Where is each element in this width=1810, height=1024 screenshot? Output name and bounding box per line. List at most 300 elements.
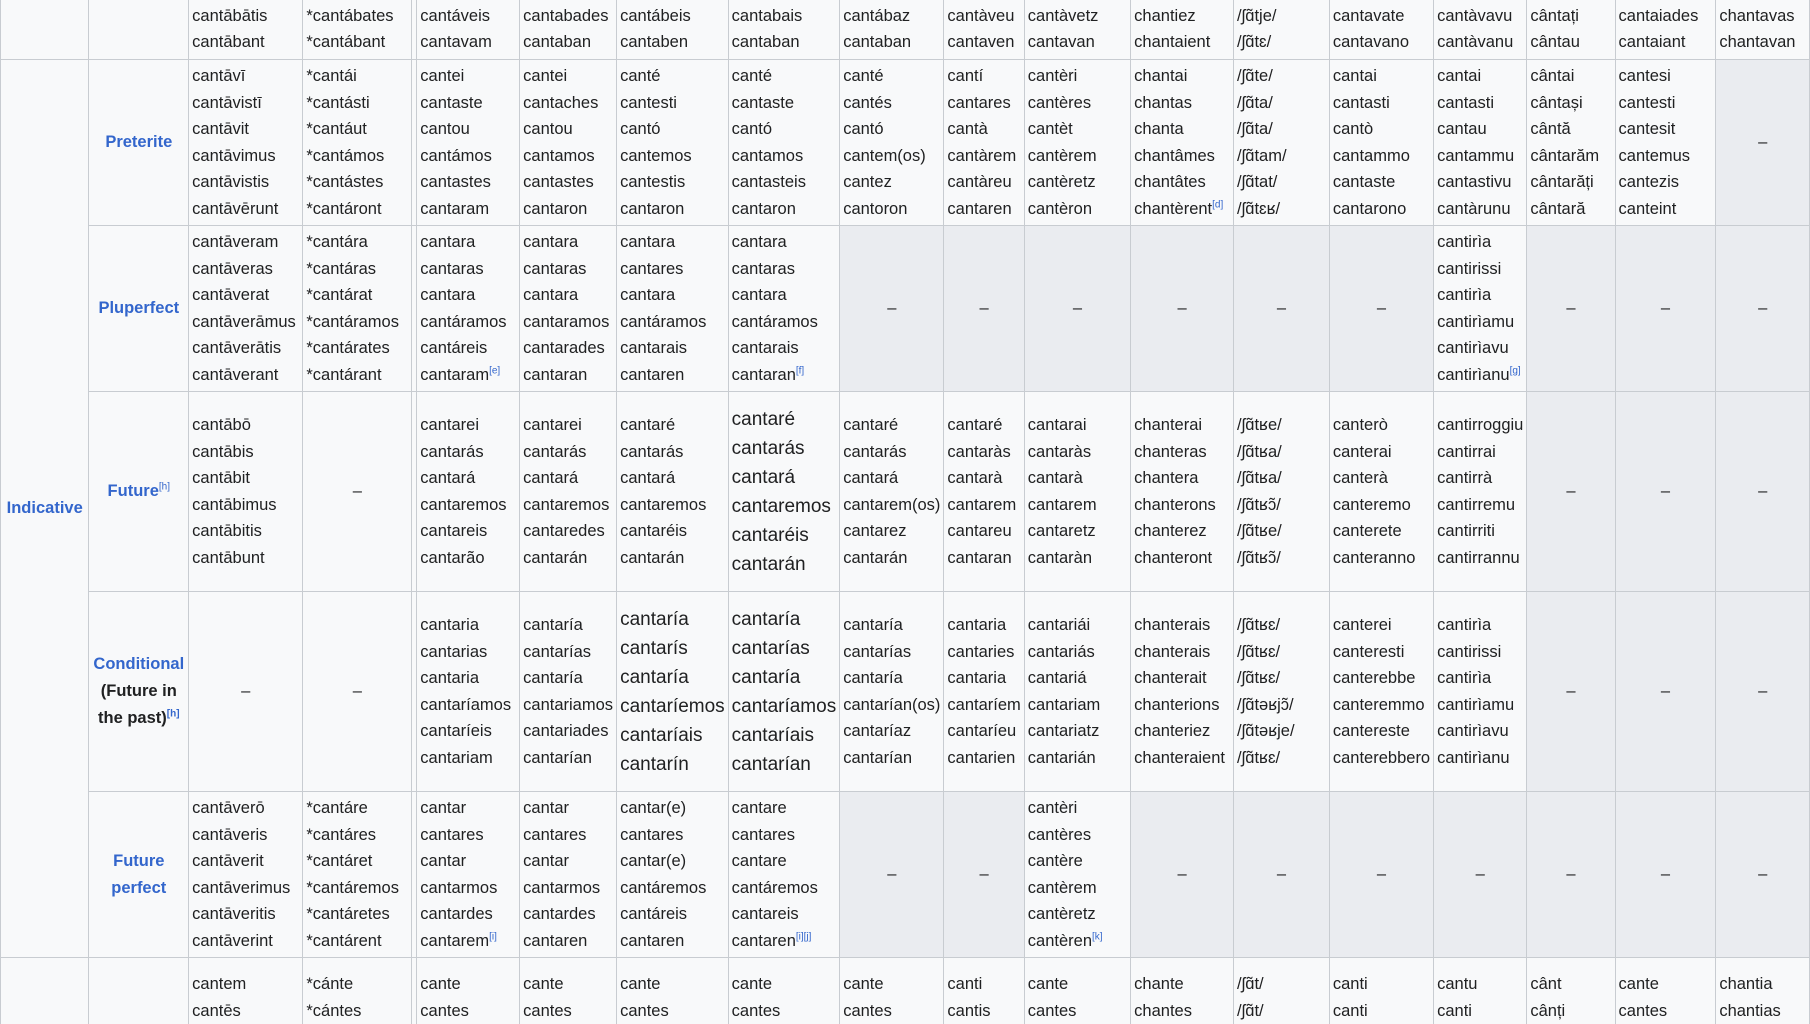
conjugation-cell xyxy=(1131,958,1234,1024)
verb-form: cântarăți xyxy=(1530,173,1594,191)
verb-form: cantirìamu xyxy=(1437,312,1515,331)
verb-form: cantáramos xyxy=(620,312,707,331)
verb-form: cantāvimus xyxy=(192,146,276,165)
verb-form: cantí xyxy=(947,67,984,85)
verb-form: cantaremos xyxy=(420,495,507,514)
verb-form: cantez xyxy=(843,173,892,191)
tense-preterite[interactable] xyxy=(89,60,189,226)
verb-form: chantâtes xyxy=(1134,173,1206,191)
conjugation-cell-empty xyxy=(1131,792,1234,958)
verb-form: cantèretz xyxy=(1027,173,1096,191)
verb-form: *cantáramos xyxy=(306,312,399,331)
conjugation-row-pluperfect xyxy=(1,226,1810,392)
conjugation-cell xyxy=(189,958,303,1024)
verb-form: cantarás xyxy=(843,442,907,461)
verb-form: cantes xyxy=(620,1001,669,1020)
verb-form: cantèrem xyxy=(1027,878,1097,897)
verb-form: cantarán xyxy=(843,548,908,567)
verb-form: canterai xyxy=(1332,442,1392,461)
conjugation-cell xyxy=(520,60,617,226)
tense-link-conditional[interactable]: Conditional xyxy=(93,655,185,674)
verb-form: cantes xyxy=(843,1001,892,1020)
conjugation-cell xyxy=(189,226,303,392)
verb-form: cantaron xyxy=(731,199,796,218)
conjugation-cell xyxy=(617,0,729,60)
verb-form: cantaràs xyxy=(947,442,1011,461)
verb-form: cantirriti xyxy=(1437,522,1495,540)
verb-form: cantarías xyxy=(843,642,912,661)
conjugation-cell-empty xyxy=(840,226,944,392)
verb-form: canterò xyxy=(1332,416,1388,434)
verb-form: cantariá xyxy=(1027,669,1087,687)
verb-form: cantei xyxy=(420,67,465,85)
conjugation-cell-empty xyxy=(1716,226,1810,392)
footnote-ref[interactable]: [k] xyxy=(1092,931,1103,942)
verb-form: cantarà xyxy=(1027,469,1083,487)
verb-form: cantar xyxy=(420,852,467,870)
verb-form: chantera xyxy=(1134,469,1199,487)
conjugation-cell-empty xyxy=(1329,792,1433,958)
conjugation-cell xyxy=(1615,958,1716,1024)
verb-form: cantaríemos xyxy=(620,695,725,717)
conjugation-cell xyxy=(1024,958,1130,1024)
dash: – xyxy=(352,682,362,701)
mood-cell-top xyxy=(1,0,89,60)
tense-pluperfect[interactable] xyxy=(89,226,189,392)
mood-indicative-link[interactable]: Indicative xyxy=(6,499,83,518)
verb-form: cantaria xyxy=(947,616,1007,634)
verb-form: cantaríaz xyxy=(843,722,912,740)
conjugation-cell-empty xyxy=(303,592,412,792)
verb-form: chantavan xyxy=(1719,33,1796,51)
conjugation-cell-empty xyxy=(1527,392,1615,592)
dash: – xyxy=(887,299,897,318)
conjugation-cell xyxy=(840,958,944,1024)
conjugation-cell xyxy=(840,60,944,226)
conjugation-cell xyxy=(617,60,729,226)
dash: – xyxy=(1660,299,1670,318)
verb-form: cantaría xyxy=(731,666,801,688)
conjugation-cell xyxy=(1329,0,1433,60)
conjugation-cell xyxy=(1527,60,1615,226)
dash: – xyxy=(241,682,251,701)
tense-imperfect-tail xyxy=(89,0,189,60)
verb-form: cantaréis xyxy=(731,524,809,546)
verb-form: cantará xyxy=(843,469,899,487)
verb-form: cantariamos xyxy=(523,695,614,714)
verb-form: cantai xyxy=(1332,67,1377,85)
conjugation-cell-empty xyxy=(189,592,303,792)
conjugation-cell xyxy=(1131,60,1234,226)
verb-form: cantaré xyxy=(843,416,899,434)
verb-form: cantò xyxy=(1332,120,1374,138)
verb-form: /ʃɑ̃ta/ xyxy=(1237,120,1273,138)
verb-form: cantesi xyxy=(1618,67,1671,85)
verb-form: cantaría xyxy=(843,616,903,634)
verb-form: chanterions xyxy=(1134,695,1220,714)
verb-form: cantaríamos xyxy=(420,695,512,714)
dash: – xyxy=(1758,133,1768,152)
verb-form: cantāvistī xyxy=(192,93,262,112)
tense-link-future[interactable]: Future xyxy=(107,482,159,501)
verb-form: /ʃɑ̃tʁe/ xyxy=(1237,416,1282,434)
verb-form: cantemus xyxy=(1618,146,1691,165)
conjugation-cell xyxy=(1615,60,1716,226)
verb-form: cantèretz xyxy=(1027,905,1096,923)
verb-form: cantares xyxy=(420,825,484,844)
verb-form: /ʃɑ̃tat/ xyxy=(1237,173,1278,191)
verb-form: cantaren xyxy=(947,199,1012,218)
verb-form: cante xyxy=(1618,975,1659,993)
verb-form: canterete xyxy=(1332,522,1402,540)
verb-form: /ʃɑ̃təʁje/ xyxy=(1237,722,1295,740)
verb-form: cantaran xyxy=(523,365,588,384)
verb-form: cantaría xyxy=(523,669,583,687)
conjugation-cell xyxy=(728,792,840,958)
verb-form: canteresti xyxy=(1332,642,1405,661)
verb-form: cantābunt xyxy=(192,548,265,567)
verb-form: cantirissi xyxy=(1437,642,1502,661)
conjugation-cell xyxy=(728,226,840,392)
verb-form: cantarem(os) xyxy=(843,495,941,514)
verb-form: cantavam xyxy=(420,33,492,51)
verb-form: cantarán xyxy=(523,548,588,567)
conjugation-cell-empty xyxy=(1716,392,1810,592)
verb-form: cantirìavu xyxy=(1437,722,1509,740)
mood-indicative[interactable] xyxy=(1,60,89,958)
verb-form: *cantástes xyxy=(306,173,384,191)
verb-form: cantarían xyxy=(843,748,912,767)
verb-form: cante xyxy=(420,975,461,993)
dash: – xyxy=(1758,299,1768,318)
verb-form: chanterez xyxy=(1134,522,1207,540)
conjugation-cell xyxy=(728,392,840,592)
conjugation-cell xyxy=(417,392,520,592)
conjugation-cell xyxy=(417,226,520,392)
verb-form: cantariatz xyxy=(1027,722,1100,740)
verb-form: cantābitis xyxy=(192,522,262,540)
footnote-ref[interactable]: [i] xyxy=(489,931,497,942)
verb-form: chanterait xyxy=(1134,669,1207,687)
verb-form: canti xyxy=(1332,1001,1368,1020)
verb-form: cantarem xyxy=(1027,495,1097,514)
conjugation-cell-empty xyxy=(1024,226,1130,392)
verb-form: cantaches xyxy=(523,93,599,112)
verb-form: cantarín xyxy=(620,753,689,775)
verb-form: cantarís xyxy=(620,637,688,659)
verb-form: *cantábant xyxy=(306,33,386,51)
verb-form: cantaría xyxy=(523,616,583,634)
verb-form: /ʃɑ̃t/ xyxy=(1237,975,1264,993)
verb-form: cantesti xyxy=(1618,93,1676,112)
verb-form: cantères xyxy=(1027,825,1092,844)
verb-form: cantirrannu xyxy=(1437,548,1520,567)
verb-form: cantāvit xyxy=(192,120,250,138)
conjugation-cell-empty xyxy=(1615,792,1716,958)
conjugation-cell xyxy=(1434,0,1527,60)
verb-form: cantāverat xyxy=(192,286,270,304)
conjugation-cell xyxy=(944,60,1024,226)
tense-link-future-perfect[interactable]: Future perfect xyxy=(111,851,167,897)
verb-form: cantes xyxy=(731,1001,781,1020)
verb-form: cantarais xyxy=(620,339,688,357)
footnote-ref[interactable]: [f] xyxy=(795,365,805,376)
tense-link-preterite[interactable]: Preterite xyxy=(105,133,173,152)
verb-form: cantasteis xyxy=(731,173,806,191)
verb-form: *cantárates xyxy=(306,339,390,357)
conjugation-cell xyxy=(1329,958,1433,1024)
verb-form: cantastes xyxy=(523,173,594,191)
verb-form: cantara xyxy=(523,233,579,251)
verb-form: cantabais xyxy=(731,6,803,25)
verb-form: /ʃɑ̃tʁa/ xyxy=(1237,469,1282,487)
verb-form: chantas xyxy=(1134,93,1192,112)
conjugation-cell xyxy=(1234,60,1330,226)
verb-form: cantar xyxy=(523,799,569,817)
conjugation-cell xyxy=(520,226,617,392)
conjugation-cell xyxy=(1329,592,1433,792)
conjugation-cell xyxy=(728,60,840,226)
dash: – xyxy=(352,482,362,501)
tense-future[interactable] xyxy=(89,392,189,592)
verb-form: chantes xyxy=(1134,1001,1192,1020)
footnote-ref[interactable]: [d] xyxy=(1212,199,1224,210)
footnote-ref[interactable]: [i][j] xyxy=(795,931,812,942)
verb-form: cantaren xyxy=(620,365,685,384)
verb-form: chanterais xyxy=(1134,642,1211,661)
verb-form: cantarei xyxy=(523,416,582,434)
conjugation-cell xyxy=(617,392,729,592)
verb-form: chanterais xyxy=(1134,616,1211,634)
verb-form: cantirìa xyxy=(1437,669,1492,687)
verb-form: cantères xyxy=(1027,93,1092,112)
verb-form: canterà xyxy=(1332,469,1388,487)
verb-form: cantaramos xyxy=(523,312,610,331)
verb-form: cantèri xyxy=(1027,67,1078,85)
footnote-ref[interactable]: [h] xyxy=(158,481,171,493)
verb-form: cantābātis xyxy=(192,6,268,25)
footnote-ref[interactable]: [e] xyxy=(489,365,501,376)
verb-form: cantaremos xyxy=(523,495,610,514)
verb-form: cantáveis xyxy=(420,6,491,25)
dash: – xyxy=(1177,865,1187,884)
conjugation-cell-empty xyxy=(1615,392,1716,592)
verb-form: cantariam xyxy=(420,748,493,767)
verb-form: cantaríais xyxy=(620,724,703,746)
verb-form: cantará xyxy=(620,469,676,487)
verb-form: cantaré xyxy=(947,416,1003,434)
verb-form: chanterons xyxy=(1134,495,1216,514)
verb-form: cantarien xyxy=(947,748,1016,767)
verb-form: cante xyxy=(620,975,661,993)
verb-form: cantó xyxy=(843,120,884,138)
verb-form: /ʃɑ̃tam/ xyxy=(1237,146,1287,165)
verb-form: cantemos xyxy=(620,146,692,165)
conjugation-cell xyxy=(1234,592,1330,792)
verb-form: cantèri xyxy=(1027,799,1078,817)
verb-form: *cantáre xyxy=(306,799,368,817)
verb-form: cantará xyxy=(731,466,796,488)
verb-form: cantardes xyxy=(420,905,493,923)
verb-form: cantaven xyxy=(947,33,1015,51)
mood-cell-bottom xyxy=(1,958,89,1024)
conjugation-cell xyxy=(728,592,840,792)
verb-form: cantāvērunt xyxy=(192,199,279,218)
verb-form: cantàreu xyxy=(947,173,1012,191)
verb-form: /ʃɑ̃tʁɛ/ xyxy=(1237,616,1281,634)
verb-form: chantavas xyxy=(1719,6,1795,25)
conjugation-cell xyxy=(303,226,412,392)
verb-form: cantābit xyxy=(192,469,250,487)
verb-form: canteint xyxy=(1618,199,1677,218)
verb-form: cantaiant xyxy=(1618,33,1686,51)
verb-form: cantares xyxy=(620,825,684,844)
verb-form: cantarán xyxy=(620,548,685,567)
verb-form: cante xyxy=(731,975,773,993)
verb-form: cantirissi xyxy=(1437,259,1502,278)
verb-form: cantirroggiu xyxy=(1437,416,1524,434)
verb-form: cantara xyxy=(523,286,579,304)
verb-form: /ʃɑ̃tʁe/ xyxy=(1237,522,1282,540)
conjugation-cell xyxy=(617,792,729,958)
conjugation-cell xyxy=(520,592,617,792)
verb-form: canteranno xyxy=(1332,548,1416,567)
verb-form: cantaría xyxy=(731,608,801,630)
verb-form: cantarais xyxy=(731,339,799,357)
verb-form: cantariam xyxy=(1027,695,1101,714)
verb-form: cantábaz xyxy=(843,6,911,25)
verb-form: *cánte xyxy=(306,975,354,993)
verb-form: /ʃɑ̃tɛ/ xyxy=(1237,33,1272,51)
verb-form: cantarían xyxy=(523,748,592,767)
conjugation-cell xyxy=(617,226,729,392)
conjugation-cell-empty xyxy=(840,792,944,958)
verb-form: *cantáremos xyxy=(306,878,399,897)
verb-form: cantàvavu xyxy=(1437,6,1513,25)
tense-link-pluperfect[interactable]: Pluperfect xyxy=(98,299,180,318)
conjugation-cell xyxy=(617,958,729,1024)
verb-form: cantei xyxy=(523,67,568,85)
conjugation-cell-empty xyxy=(303,392,412,592)
verb-form: chanteraient xyxy=(1134,748,1225,767)
conjugation-cell xyxy=(303,792,412,958)
conjugation-cell xyxy=(1024,392,1130,592)
conjugation-cell xyxy=(303,60,412,226)
verb-form: cantares xyxy=(731,825,795,844)
verb-form: cantaria xyxy=(420,669,479,687)
verb-form: cantamos xyxy=(731,146,804,165)
conjugation-cell xyxy=(1131,392,1234,592)
conjugation-cell-empty xyxy=(944,226,1024,392)
verb-form: cantáramos xyxy=(731,312,818,331)
verb-form: cântă xyxy=(1530,120,1571,138)
conjugation-cell xyxy=(1716,0,1810,60)
conjugation-cell-empty xyxy=(1716,60,1810,226)
verb-form: chante xyxy=(1134,975,1184,993)
verb-form: cantaretz xyxy=(1027,522,1096,540)
footnote-ref[interactable]: [h] xyxy=(166,708,180,720)
verb-form: /ʃɑ̃tʁɛ/ xyxy=(1237,669,1281,687)
verb-form: cantaríem xyxy=(947,695,1021,714)
verb-form: /ʃɑ̃təʁjɔ̃/ xyxy=(1237,695,1294,714)
verb-form: cantara xyxy=(420,286,476,304)
verb-form: cantarem xyxy=(947,495,1017,514)
verb-form: cantaron xyxy=(620,199,685,218)
verb-form: cantara xyxy=(620,233,676,251)
conjugation-cell xyxy=(1024,792,1130,958)
conjugation-cell xyxy=(1615,0,1716,60)
verb-form: cantarmos xyxy=(523,878,601,897)
dash: – xyxy=(1758,865,1768,884)
verb-form: cantai xyxy=(1437,67,1482,85)
tense-subtitle: (Future in the past)[h] xyxy=(98,681,180,727)
verb-form: cantammu xyxy=(1437,146,1515,165)
verb-form: cantirìa xyxy=(1437,286,1492,304)
verb-form: *cantára xyxy=(306,233,368,251)
verb-form: chantai xyxy=(1134,67,1188,85)
dash: – xyxy=(1376,299,1387,318)
verb-form: cantarías xyxy=(523,642,592,661)
conjugation-cell xyxy=(1234,392,1330,592)
verb-form: cantābis xyxy=(192,442,254,461)
verb-form: cantāveritis xyxy=(192,905,276,923)
conjugation-cell-empty xyxy=(1527,792,1615,958)
verb-form: cante xyxy=(1027,975,1069,993)
verb-form: cantarias xyxy=(420,642,488,661)
verb-form: cantaras xyxy=(420,259,484,278)
conjugation-cell xyxy=(617,592,729,792)
conjugation-cell xyxy=(417,0,520,60)
conjugation-cell xyxy=(1234,958,1330,1024)
dash: – xyxy=(1475,865,1485,884)
verb-form: cantaban xyxy=(843,33,912,51)
verb-form: chantèrent[d] xyxy=(1134,199,1224,218)
verb-form: cantau xyxy=(1437,120,1487,138)
verb-form: canterebbero xyxy=(1332,748,1431,767)
tense-subjunctive-head xyxy=(89,958,189,1024)
verb-form: cantāveram xyxy=(192,233,279,251)
conjugation-cell xyxy=(1434,226,1527,392)
verb-form: canti xyxy=(1437,1001,1472,1020)
verb-form: cantaríais xyxy=(731,724,815,746)
verb-form: cantaràs xyxy=(1027,442,1092,461)
verb-form: cantaré xyxy=(620,416,676,434)
verb-form: cantareis xyxy=(420,522,488,540)
verb-form: cantariái xyxy=(1027,616,1091,634)
verb-form: cantirrai xyxy=(1437,442,1496,461)
verb-form: cantarez xyxy=(843,522,907,540)
verb-form: cantáreis xyxy=(420,339,488,357)
conjugation-cell xyxy=(189,0,303,60)
verb-form: cantaban xyxy=(731,33,800,51)
verb-form: cantaram xyxy=(420,199,490,218)
conjugation-cell xyxy=(1527,958,1615,1024)
verb-form: canté xyxy=(620,67,661,85)
verb-form: cantastivu xyxy=(1437,173,1512,191)
verb-form: cantāveris xyxy=(192,825,268,844)
verb-form: cantáremos xyxy=(620,878,707,897)
verb-form: cantaredes xyxy=(523,522,605,540)
verb-form: cantábeis xyxy=(620,6,691,25)
footnote-ref[interactable]: [g] xyxy=(1509,365,1521,376)
verb-form: cantāverit xyxy=(192,852,264,870)
verb-form: cantar xyxy=(523,852,569,870)
verb-form: cantastes xyxy=(420,173,491,191)
tense-future-perfect[interactable] xyxy=(89,792,189,958)
tense-conditional[interactable] xyxy=(89,592,189,792)
verb-form: cantaran xyxy=(947,548,1012,567)
conjugation-cell xyxy=(1329,392,1433,592)
